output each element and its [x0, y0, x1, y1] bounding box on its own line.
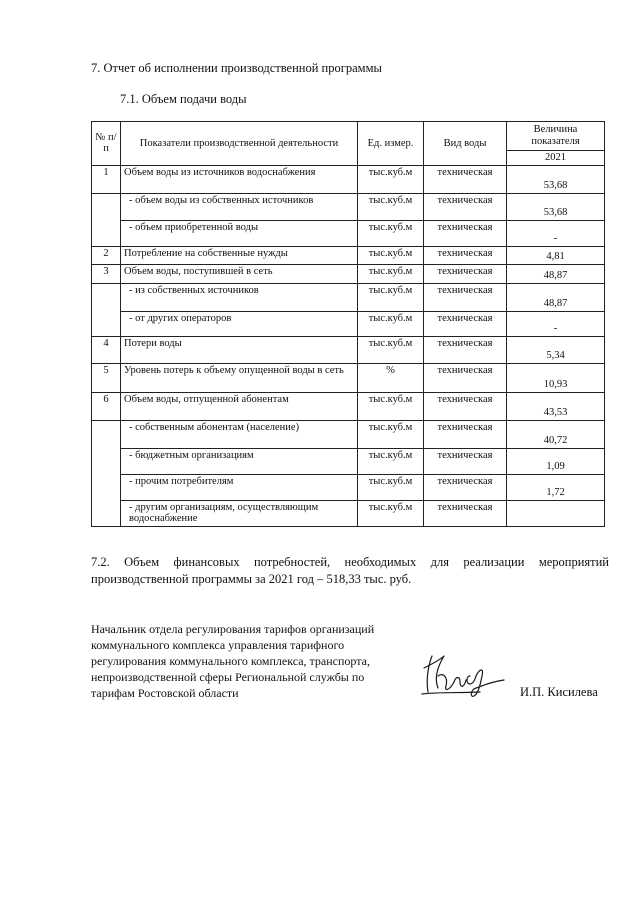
- header-value: Величина показателя: [507, 122, 605, 151]
- header-year: 2021: [507, 151, 605, 166]
- row-number: 3: [92, 264, 121, 283]
- row-value: -: [507, 220, 605, 246]
- row-indicator: - из собственных источников: [121, 283, 358, 311]
- row-indicator: - от других операторов: [121, 311, 358, 336]
- row-indicator: - объем приобретенной воды: [121, 220, 358, 246]
- row-indicator: Потребление на собственные нужды: [121, 246, 358, 264]
- row-unit: тыс.куб.м: [358, 336, 424, 363]
- row-value: 48,87: [507, 264, 605, 283]
- row-indicator: Уровень потерь к объему опущенной воды в сеть: [121, 363, 358, 392]
- row-indicator: - прочим потребителям: [121, 474, 358, 500]
- header-water-type: Вид воды: [424, 122, 507, 166]
- row-unit: тыс.куб.м: [358, 392, 424, 420]
- row-number: 2: [92, 246, 121, 264]
- row-indicator: Объем воды, поступившей в сеть: [121, 264, 358, 283]
- table-row: [92, 500, 605, 526]
- table-row: [92, 220, 605, 246]
- header-unit: Ед. измер.: [358, 122, 424, 166]
- row-water-type: техническая: [424, 165, 507, 193]
- table-row: [92, 448, 605, 474]
- water-supply-table: [91, 121, 605, 527]
- row-number: 4: [92, 336, 121, 363]
- row-unit: тыс.куб.м: [358, 420, 424, 448]
- table-row: [92, 311, 605, 336]
- table-body: [92, 165, 605, 526]
- row-value: 48,87: [507, 283, 605, 311]
- row-water-type: техническая: [424, 220, 507, 246]
- row-indicator: - другим организациям, осуществляющим водоснабжение: [121, 500, 358, 526]
- table-row: [92, 283, 605, 311]
- row-water-type: техническая: [424, 311, 507, 336]
- row-value: 53,68: [507, 165, 605, 193]
- row-number: 1: [92, 165, 121, 193]
- row-unit: тыс.куб.м: [358, 283, 424, 311]
- row-number-blank: [92, 193, 121, 246]
- row-unit: тыс.куб.м: [358, 500, 424, 526]
- header-num: № п/п: [92, 122, 121, 166]
- row-unit: тыс.куб.м: [358, 220, 424, 246]
- row-unit: тыс.куб.м: [358, 311, 424, 336]
- row-value: -: [507, 311, 605, 336]
- row-water-type: техническая: [424, 336, 507, 363]
- signer-position: Начальник отдела регулирования тарифов организаций коммунального комплекса управления тарифного регулирования коммунального комплекса, транспорта, непроизводственной сферы Региональной службы по тарифам Ростовской области: [91, 622, 375, 700]
- row-water-type: техническая: [424, 264, 507, 283]
- row-water-type: техническая: [424, 193, 507, 220]
- row-unit: тыс.куб.м: [358, 193, 424, 220]
- row-water-type: техническая: [424, 246, 507, 264]
- row-value: [507, 500, 605, 526]
- row-water-type: техническая: [424, 500, 507, 526]
- row-water-type: техническая: [424, 392, 507, 420]
- row-indicator: Объем воды, отпущенной абонентам: [121, 392, 358, 420]
- table-row: [92, 264, 605, 283]
- row-unit: тыс.куб.м: [358, 165, 424, 193]
- row-number: 6: [92, 392, 121, 420]
- row-indicator: Потери воды: [121, 336, 358, 363]
- row-value: 1,09: [507, 448, 605, 474]
- table-row: [92, 392, 605, 420]
- row-value: 5,34: [507, 336, 605, 363]
- row-water-type: техническая: [424, 420, 507, 448]
- row-indicator: - бюджетным организациям: [121, 448, 358, 474]
- row-value: 10,93: [507, 363, 605, 392]
- financial-needs-paragraph: 7.2. Объем финансовых потребностей, необходимых для реализации мероприятий производственной программы за 2021 год – 518,33 тыс. руб.: [91, 555, 609, 586]
- row-water-type: техническая: [424, 474, 507, 500]
- row-water-type: техническая: [424, 448, 507, 474]
- row-number-blank: [92, 420, 121, 526]
- table-row: [92, 420, 605, 448]
- row-number: 5: [92, 363, 121, 392]
- row-unit: тыс.куб.м: [358, 474, 424, 500]
- table-row: [92, 336, 605, 363]
- table-row: [92, 474, 605, 500]
- row-value: 40,72: [507, 420, 605, 448]
- table-row: [92, 246, 605, 264]
- table-row: [92, 165, 605, 193]
- row-indicator: Объем воды из источников водоснабжения: [121, 165, 358, 193]
- section-title: 7. Отчет об исполнении производственной программы: [91, 61, 382, 75]
- row-water-type: техническая: [424, 283, 507, 311]
- row-unit: %: [358, 363, 424, 392]
- row-value: 43,53: [507, 392, 605, 420]
- row-unit: тыс.куб.м: [358, 264, 424, 283]
- header-indicator: Показатели производственной деятельности: [121, 122, 358, 166]
- row-value: 53,68: [507, 193, 605, 220]
- table-row: [92, 363, 605, 392]
- row-indicator: - собственным абонентам (население): [121, 420, 358, 448]
- row-unit: тыс.куб.м: [358, 246, 424, 264]
- row-number-blank: [92, 283, 121, 336]
- row-unit: тыс.куб.м: [358, 448, 424, 474]
- row-water-type: техническая: [424, 363, 507, 392]
- row-value: 1,72: [507, 474, 605, 500]
- row-indicator: - объем воды из собственных источников: [121, 193, 358, 220]
- table-row: [92, 193, 605, 220]
- row-value: 4,81: [507, 246, 605, 264]
- signer-name: И.П. Кисилева: [520, 685, 598, 699]
- section-subtitle: 7.1. Объем подачи воды: [120, 92, 247, 106]
- handwritten-signature: [418, 646, 508, 700]
